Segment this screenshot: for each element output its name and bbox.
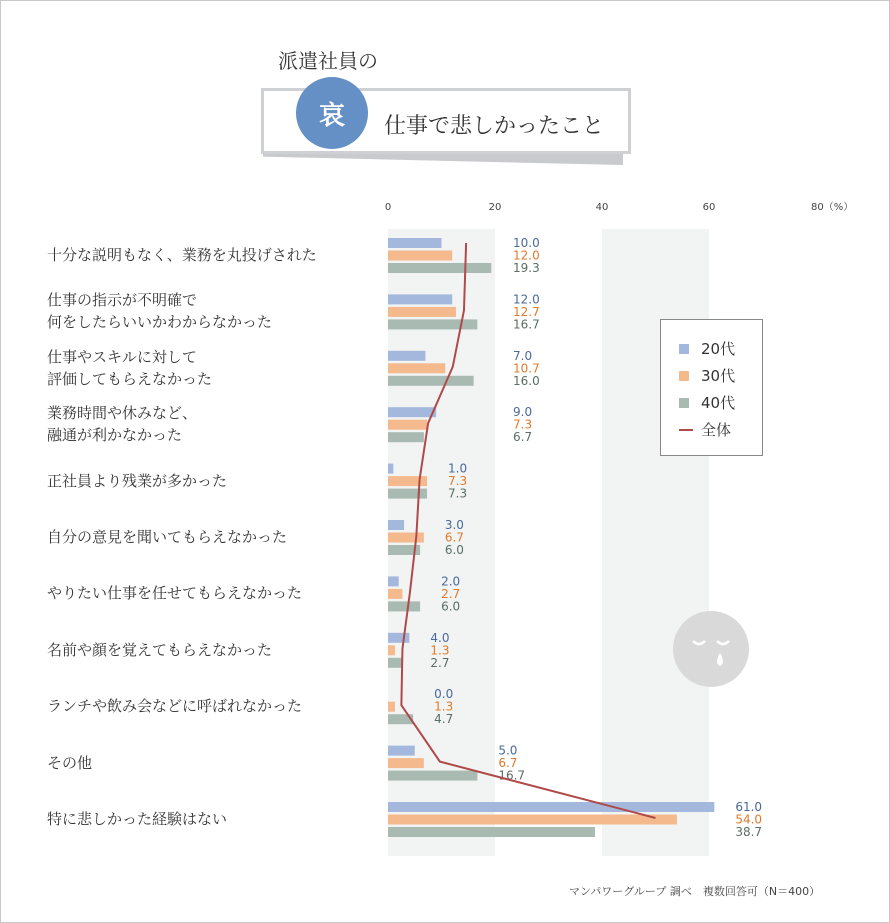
bar-30代: [388, 420, 427, 430]
category-label: [47, 752, 92, 774]
category-label-line: 何をしたらいいかわからなかった: [47, 313, 273, 332]
x-tick-label: 80（%）: [811, 202, 854, 213]
bar-40代: [388, 489, 427, 499]
data-label: 12.0: [513, 248, 540, 263]
data-label: 54.0: [735, 812, 763, 827]
legend: [660, 319, 763, 456]
bar-40代: [388, 376, 474, 386]
data-label: 0.0: [434, 687, 454, 702]
bar-40代: [388, 658, 402, 668]
category-label-line: 評価してもらえなかった: [47, 369, 213, 388]
category-label: [47, 526, 287, 548]
data-label: 6.7: [498, 756, 518, 771]
data-label: 4.7: [434, 712, 454, 727]
category-label: [47, 244, 317, 266]
category-label-line: 十分な説明もなく、業務を丸投げされた: [47, 246, 317, 264]
category-label-line: 業務時間や休みなど、: [47, 404, 198, 423]
category-label: [47, 695, 302, 717]
category-label-line: 正社員より残業が多かった: [47, 471, 228, 490]
bar-30代: [388, 476, 427, 486]
data-label: 10.0: [513, 236, 540, 250]
bar-20代: [388, 576, 399, 586]
bar-30代: [388, 307, 456, 317]
x-tick-label: 0: [384, 202, 392, 213]
bar-30代: [388, 702, 395, 712]
category-label-line: 自分の意見を聞いてもらえなかった: [47, 528, 288, 546]
legend-item-40: [679, 392, 735, 413]
bar-30代: [388, 533, 424, 543]
legend-label: 30代: [701, 367, 736, 385]
data-label: 3.0: [444, 518, 464, 532]
legend-line: [679, 429, 693, 431]
data-label: 6.0: [441, 599, 461, 614]
data-label: 7.3: [448, 474, 468, 489]
data-label: 6.7: [513, 430, 533, 445]
x-tick-label: 60: [702, 202, 716, 213]
legend-swatch: [679, 398, 689, 408]
data-label: 2.0: [441, 574, 461, 589]
bar-20代: [388, 633, 409, 643]
data-label: 9.0: [513, 405, 533, 420]
category-label-line: ランチや飲み会などに呼ばれなかった: [47, 697, 303, 716]
legend-item-30: [679, 365, 735, 386]
legend-swatch: [679, 371, 689, 381]
category-label: [47, 402, 197, 446]
sad-face-icon: [673, 611, 749, 687]
bar-40代: [388, 263, 491, 273]
data-label: 1.3: [430, 643, 450, 658]
data-label: 19.3: [513, 261, 540, 275]
bar-20代: [388, 464, 393, 474]
bar-20代: [388, 802, 714, 812]
category-label-line: やりたい仕事を任せてもらえなかった: [47, 584, 303, 603]
legend-label: 20代: [701, 340, 736, 358]
data-label: 6.7: [444, 530, 464, 545]
category-label: [47, 470, 227, 492]
data-label: 12.0: [513, 292, 540, 307]
bar-chart: [1, 1, 889, 922]
legend-swatch: [679, 344, 689, 354]
category-label-line: その他: [47, 753, 93, 772]
category-label-line: 特に悲しかった経験はない: [47, 810, 228, 828]
data-label: 1.3: [434, 699, 454, 714]
legend-item-total: [679, 419, 731, 440]
x-tick-label: 20: [488, 202, 502, 213]
category-label-line: 融通が利かなかった: [47, 426, 183, 445]
data-label: 61.0: [735, 800, 763, 814]
data-label: 4.0: [430, 630, 450, 645]
category-label-line: 仕事やスキルに対して: [47, 347, 197, 366]
bar-40代: [388, 601, 420, 611]
category-label: [47, 639, 272, 661]
data-label: 7.0: [513, 348, 533, 363]
bar-30代: [388, 758, 424, 768]
data-label: 5.0: [498, 743, 518, 758]
legend-label: 40代: [701, 394, 736, 412]
bar-30代: [388, 363, 445, 373]
bar-20代: [388, 746, 415, 756]
data-label: 7.3: [513, 417, 533, 432]
bar-40代: [388, 319, 477, 329]
bar-30代: [388, 589, 402, 599]
data-label: 16.0: [513, 373, 540, 388]
x-tick-label: 40: [595, 202, 609, 213]
data-label: 16.7: [498, 768, 526, 783]
category-label: [47, 808, 227, 830]
category-label-line: 仕事の指示が不明確で: [47, 291, 198, 310]
bar-40代: [388, 827, 595, 837]
badge-text: 哀: [318, 100, 345, 131]
bar-20代: [388, 238, 442, 248]
data-label: 7.3: [448, 486, 468, 501]
bar-40代: [388, 432, 424, 442]
bar-20代: [388, 520, 404, 530]
data-label: 2.7: [441, 586, 461, 601]
category-label-line: 名前や顔を覚えてもらえなかった: [47, 640, 273, 659]
bar-20代: [388, 351, 425, 361]
data-label: 6.0: [444, 543, 464, 557]
bar-30代: [388, 815, 677, 825]
data-label: 12.7: [513, 304, 540, 319]
bar-40代: [388, 771, 477, 781]
legend-item-20: [679, 338, 735, 359]
data-label: 16.7: [513, 317, 540, 332]
data-label: 10.7: [513, 361, 540, 376]
category-label: [47, 582, 302, 604]
chart-title: 仕事で悲しかったこと: [384, 114, 605, 139]
chart-subtitle: 派遣社員の: [278, 49, 378, 73]
category-label: [47, 289, 272, 333]
data-label: 38.7: [735, 825, 763, 839]
category-label: [47, 346, 212, 390]
legend-label: 全体: [701, 421, 732, 439]
bar-20代: [388, 407, 436, 417]
bar-30代: [388, 251, 452, 261]
bar-20代: [388, 294, 452, 304]
data-label: 2.7: [430, 655, 450, 670]
source-note: マンパワーグループ 調べ 複数回答可（N＝400）: [569, 885, 821, 898]
data-label: 1.0: [448, 461, 468, 476]
bar-30代: [388, 645, 395, 655]
